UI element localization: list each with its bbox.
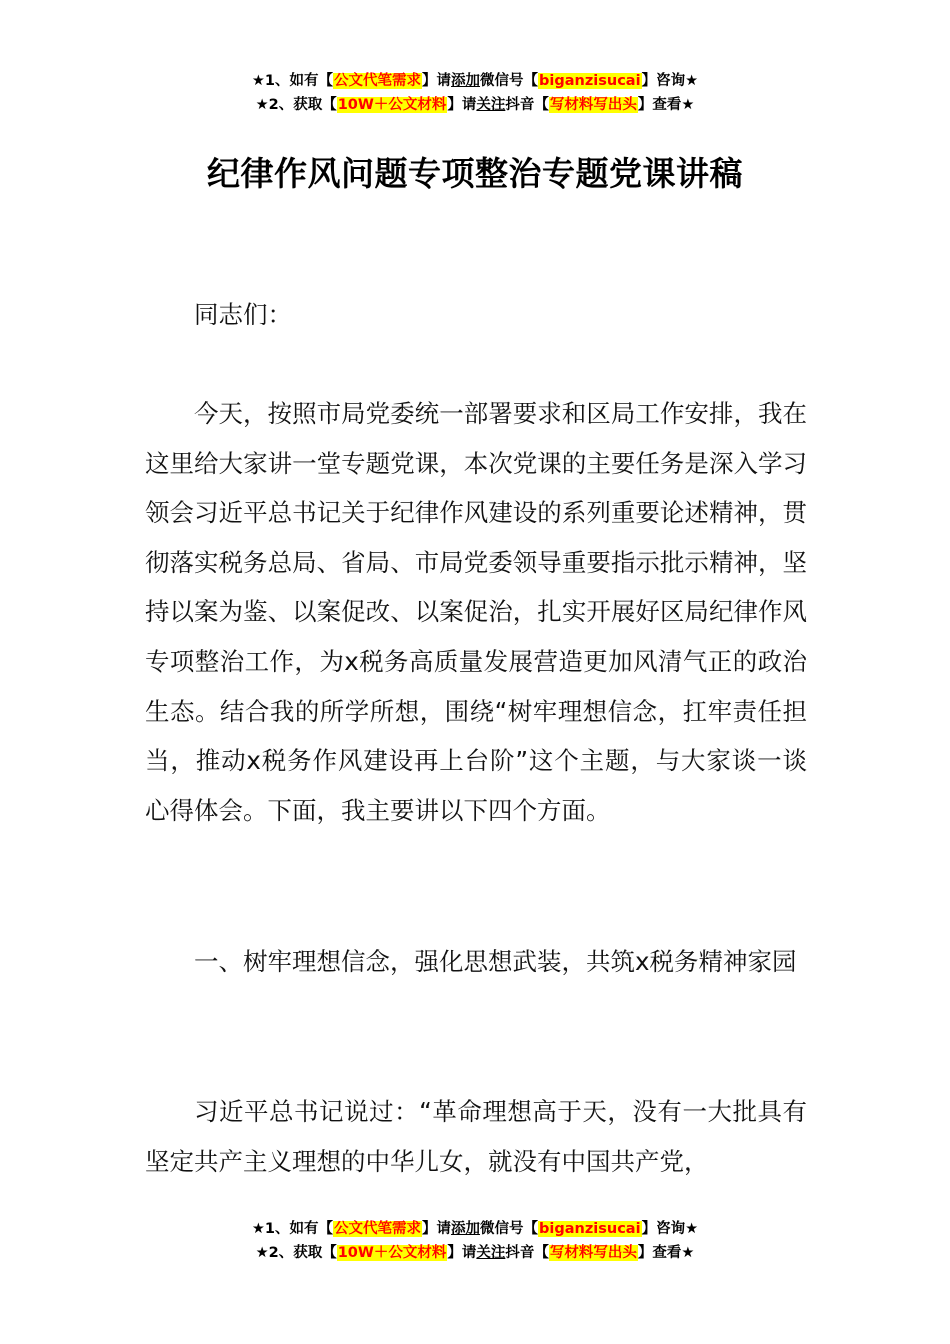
highlight-materials: 10W＋公文材料 <box>337 97 447 113</box>
highlight-wechat-id: biganzisucai <box>539 73 641 89</box>
footer-highlight-service: 公文代笔需求 <box>334 1221 422 1237</box>
salutation: 同志们： <box>194 300 292 329</box>
intro-block <box>145 389 807 835</box>
highlight-douyin: 写材料写出头 <box>549 97 637 113</box>
quote-paragraph: 习近平总书记说过：“革命理想高于天，没有一大批具有坚定共产主义理想的中华儿女，就没有中国共产党， <box>145 1097 807 1176</box>
footer-line-2: ★2、获取【10W＋公文材料】请关注抖音【写材料写出头】查看★ <box>255 1245 695 1261</box>
footer-banner <box>0 1217 950 1265</box>
banner-line-1: ★1、如有【公文代笔需求】请添加微信号【biganzisucai】咨询★ <box>251 73 699 89</box>
header-banner <box>0 69 950 117</box>
banner-line-2: ★2、获取【10W＋公文材料】请关注抖音【写材料写出头】查看★ <box>255 97 695 113</box>
section-heading-1: 一、树牢理想信念，强化思想武装，共筑x税务精神家园 <box>194 947 797 976</box>
highlight-service: 公文代笔需求 <box>334 73 422 89</box>
footer-highlight-wechat-id: biganzisucai <box>539 1221 641 1237</box>
document-title: 纪律作风问题专项整治专题党课讲稿 <box>207 154 743 193</box>
intro-paragraph: 今天，按照市局党委统一部署要求和区局工作安排，我在这里给大家讲一堂专题党课，本次党课的主要任务是深入学习领会习近平总书记关于纪律作风建设的系列重要论述精神，贯彻落实税务总局、省局、市局党委领导重要指示批示精神，坚持以案为鉴、以案促改、以案促治，扎实开展好区局纪律作风专项整治工作，为x税务高质量发展营造更加风清气正的政治生态。结合我的所学所想，围绕“树牢理想信念，扛牢责任担当，推动x税务作风建设再上台阶”这个主题，与大家谈一谈心得体会。下面，我主要讲以下四个方面。 <box>145 399 807 825</box>
footer-line-1: ★1、如有【公文代笔需求】请添加微信号【biganzisucai】咨询★ <box>251 1221 699 1237</box>
section-heading-block <box>145 937 807 987</box>
footer-highlight-douyin: 写材料写出头 <box>549 1245 637 1261</box>
quote-block <box>145 1087 807 1186</box>
footer-highlight-materials: 10W＋公文材料 <box>337 1245 447 1261</box>
salutation-block <box>145 290 807 340</box>
